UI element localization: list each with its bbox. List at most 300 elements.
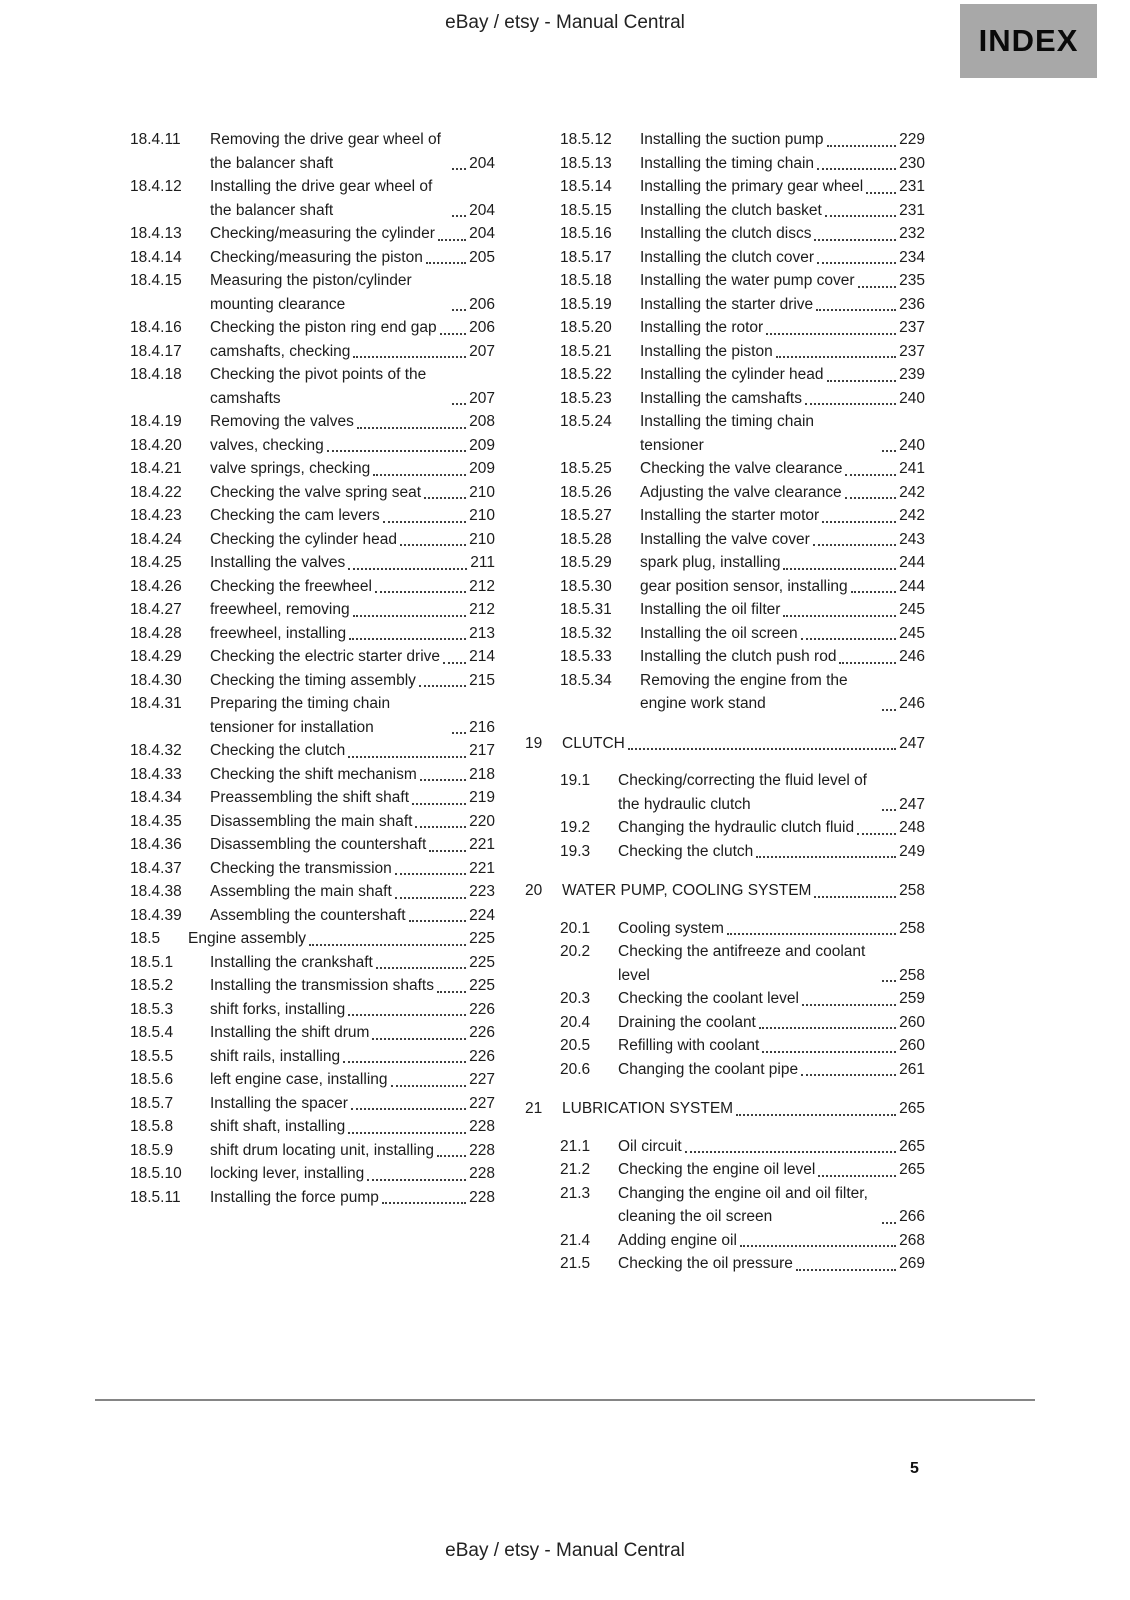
leader-dots: [822, 521, 896, 523]
toc-entry-page: 225: [469, 930, 495, 947]
toc-entry: [525, 175, 925, 199]
toc-entry-number: 18.4.38: [130, 883, 182, 900]
toc-entry: [95, 481, 495, 505]
toc-entry-number: 21.1: [560, 1137, 591, 1155]
toc-entry-title: Installing the suction pump: [640, 131, 824, 148]
toc-entry: [95, 598, 495, 622]
toc-entry-page: 235: [899, 272, 925, 289]
leader-dots: [452, 168, 466, 170]
toc-entry-number: 18.4.28: [130, 624, 182, 642]
leader-dots: [327, 450, 466, 452]
toc-entry-title: Measuring the piston/cylinder mounting clearance: [210, 272, 412, 313]
toc-entry-number: 18.4.31: [130, 695, 182, 712]
toc-entry-title: Removing the valves: [210, 413, 354, 430]
leader-dots: [400, 544, 466, 546]
toc-entry-title: Removing the engine from the engine work stand: [640, 671, 848, 712]
leader-dots: [816, 309, 896, 311]
leader-dots: [882, 1222, 896, 1224]
toc-entry: [525, 528, 925, 552]
leader-dots: [740, 1245, 896, 1247]
toc-entry-page: 214: [469, 648, 495, 665]
toc-entry-number: 18.5.15: [560, 201, 612, 219]
toc-entry-page: 228: [469, 1141, 495, 1159]
toc-entry-number: 20.1: [560, 919, 591, 937]
leader-dots: [452, 732, 466, 734]
toc-entry-number: 18.5.19: [560, 295, 612, 313]
toc-entry-title: Adding engine oil: [618, 1231, 737, 1249]
toc-entry-title: Refilling with coolant: [618, 1037, 760, 1054]
toc-entry-page: 259: [899, 990, 925, 1007]
toc-entry-page: 209: [469, 436, 495, 454]
toc-entry-page: 227: [469, 1094, 495, 1112]
toc-entry-number: 20.4: [560, 1013, 591, 1031]
toc-entry-page: 247: [899, 734, 925, 752]
toc-entry-number: 18.5.23: [560, 389, 612, 407]
toc-entry: [525, 622, 925, 646]
leader-dots: [814, 896, 896, 898]
toc-entry: [95, 692, 495, 739]
toc-entry-title: freewheel, removing: [210, 601, 350, 618]
leader-dots: [452, 215, 466, 217]
toc-entry-page: 239: [899, 366, 925, 383]
leader-dots: [424, 497, 466, 499]
toc-entry: [525, 917, 925, 941]
toc-entry-number: 18.5.17: [560, 248, 612, 266]
leader-dots: [452, 309, 466, 311]
toc-entry: [95, 998, 495, 1022]
toc-entry-number: 18.4.34: [130, 789, 182, 806]
toc-entry: [525, 840, 925, 864]
toc-entry: [525, 293, 925, 317]
toc-entry: [525, 645, 925, 669]
toc-entry-title: freewheel, installing: [210, 624, 347, 642]
toc-entry-title: Installing the starter drive: [640, 295, 814, 313]
document-title: eBay / etsy - Manual Central: [445, 12, 685, 33]
toc-entry: [95, 222, 495, 246]
toc-entry-page: 266: [899, 1208, 925, 1225]
toc-entry-title: Installing the camshafts: [640, 389, 802, 407]
toc-entry-title: Installing the cylinder head: [640, 366, 824, 383]
toc-entry-number: 18.4.12: [130, 178, 182, 195]
toc-entry: [95, 434, 495, 458]
toc-entry-page: 209: [469, 460, 495, 477]
leader-dots: [395, 873, 466, 875]
toc-entry-title: shift shaft, installing: [210, 1118, 346, 1135]
toc-entry-number: 20.6: [560, 1060, 591, 1078]
toc-entry-page: 260: [899, 1013, 925, 1031]
toc-entry-title: Installing the clutch discs: [640, 225, 812, 242]
leader-dots: [727, 933, 896, 935]
toc-entry-number: 18.4.33: [130, 765, 182, 783]
toc-entry: [525, 269, 925, 293]
toc-entry-number: 21.5: [560, 1255, 591, 1272]
leader-dots: [353, 615, 467, 617]
toc-entry: [525, 732, 925, 756]
toc-entry: [95, 316, 495, 340]
toc-entry-number: 18.5.34: [560, 671, 612, 689]
toc-entry-title: Installing the drive gear wheel of the balancer shaft: [210, 178, 433, 219]
toc-entry-number: 18.5.5: [130, 1047, 174, 1065]
leader-dots: [375, 591, 466, 593]
toc-entry-page: 220: [469, 812, 495, 830]
toc-entry-title: Checking the cylinder head: [210, 530, 397, 548]
toc-entry-page: 247: [899, 795, 925, 813]
toc-entry-page: 268: [899, 1231, 925, 1249]
toc-entry: [95, 904, 495, 928]
toc-entry-page: 218: [469, 765, 495, 783]
toc-entry: [95, 363, 495, 410]
leader-dots: [802, 1004, 896, 1006]
toc-entry-title: Installing the starter motor: [640, 507, 820, 524]
toc-entry-page: 219: [469, 789, 495, 806]
toc-entry-number: 18.4.35: [130, 812, 182, 830]
leader-dots: [420, 779, 466, 781]
toc-entry-title: CLUTCH: [562, 734, 625, 752]
toc-entry: [95, 974, 495, 998]
leader-dots: [383, 521, 466, 523]
toc-entry: [525, 246, 925, 270]
toc-entry-number: 18.5.31: [560, 601, 612, 618]
leader-dots: [426, 262, 466, 264]
toc-entry-title: left engine case, installing: [210, 1071, 388, 1088]
toc-entry-number: 18.5.8: [130, 1118, 174, 1135]
toc-entry-number: 18.4.26: [130, 577, 182, 595]
toc-entry-title: valves, checking: [210, 436, 324, 454]
toc-entry-title: Checking the oil pressure: [618, 1255, 793, 1272]
toc-entry-number: 18.5.24: [560, 413, 612, 430]
toc-entry-title: Installing the valves: [210, 554, 346, 571]
toc-entry-number: 21.3: [560, 1184, 591, 1202]
toc-entry-number: 18.5.13: [560, 154, 612, 172]
toc-entry-title: shift drum locating unit, installing: [210, 1141, 435, 1159]
footer-divider: [95, 1399, 1035, 1401]
leader-dots: [801, 638, 896, 640]
leader-dots: [882, 809, 896, 811]
toc-entry: [95, 528, 495, 552]
leader-dots: [357, 427, 466, 429]
toc-entry-page: 237: [899, 342, 925, 360]
toc-entry-page: 269: [899, 1255, 925, 1272]
toc-entry-number: 19.2: [560, 819, 591, 836]
toc-entry-title: Disassembling the countershaft: [210, 836, 427, 853]
toc-entry: [95, 1115, 495, 1139]
leader-dots: [818, 1175, 896, 1177]
toc-entry-page: 236: [899, 295, 925, 313]
toc-entry: [95, 927, 495, 951]
toc-entry-title: Checking the clutch: [618, 842, 754, 860]
toc-entry-title: Assembling the countershaft: [210, 906, 406, 924]
toc-entry-title: Changing the hydraulic clutch fluid: [618, 819, 855, 836]
toc-entry: [95, 269, 495, 316]
toc-entry: [525, 1034, 925, 1058]
toc-entry-page: 249: [899, 842, 925, 860]
toc-entry-page: 204: [469, 201, 495, 219]
toc-entry: [95, 1092, 495, 1116]
toc-entry-number: 20.3: [560, 990, 591, 1007]
toc-entry-page: 232: [899, 225, 925, 242]
toc-entry-number: 18.5.28: [560, 530, 612, 548]
toc-entry-title: Preparing the timing chain tensioner for installation: [210, 695, 391, 736]
toc-entry: [525, 598, 925, 622]
toc-entry-number: 18.5.21: [560, 342, 612, 360]
toc-entry-number: 18.5.9: [130, 1141, 174, 1159]
toc-entry-page: 207: [469, 389, 495, 407]
toc-entry: [95, 763, 495, 787]
toc-entry-number: 18.5.18: [560, 272, 612, 289]
toc-entry-page: 244: [899, 554, 925, 571]
toc-entry-number: 18.4.32: [130, 742, 182, 759]
leader-dots: [415, 826, 466, 828]
toc-entry-number: 18.5: [130, 930, 161, 947]
toc-entry-number: 18.4.27: [130, 601, 182, 618]
toc-entry-number: 18.4.23: [130, 507, 182, 524]
leader-dots: [343, 1061, 466, 1063]
toc-entry-number: 19: [525, 734, 543, 752]
toc-entry-title: Installing the clutch basket: [640, 201, 822, 219]
leader-dots: [437, 991, 466, 993]
toc-entry-title: Installing the oil filter: [640, 601, 781, 618]
toc-entry: [525, 987, 925, 1011]
toc-entry: [95, 575, 495, 599]
toc-entry: [525, 410, 925, 457]
toc-entry-number: 18.5.6: [130, 1071, 174, 1088]
toc-entry-number: 18.4.36: [130, 836, 182, 853]
toc-entry-page: 206: [469, 295, 495, 313]
toc-entry: [525, 551, 925, 575]
toc-entry-page: 206: [469, 319, 495, 336]
toc-entry: [95, 340, 495, 364]
toc-entry: [525, 1011, 925, 1035]
leader-dots: [412, 803, 466, 805]
toc-entry: [95, 246, 495, 270]
toc-entry-title: Checking/measuring the piston: [210, 248, 423, 266]
toc-entry: [95, 1162, 495, 1186]
toc-entry: [95, 410, 495, 434]
leader-dots: [409, 920, 467, 922]
leader-dots: [882, 980, 896, 982]
toc-entry-title: Installing the primary gear wheel: [640, 178, 864, 195]
toc-entry-page: 231: [899, 201, 925, 219]
leader-dots: [827, 380, 897, 382]
toc-entry-number: 18.5.10: [130, 1165, 182, 1182]
toc-entry-page: 246: [899, 695, 925, 712]
leader-dots: [351, 1108, 466, 1110]
leader-dots: [845, 497, 897, 499]
leader-dots: [376, 967, 466, 969]
leader-dots: [382, 1202, 466, 1204]
toc-entry-title: Checking the transmission: [210, 859, 392, 877]
leader-dots: [858, 286, 897, 288]
leader-dots: [814, 239, 896, 241]
toc-entry-page: 231: [899, 178, 925, 195]
leader-dots: [845, 474, 896, 476]
toc-entry: [525, 363, 925, 387]
toc-entry: [525, 1252, 925, 1276]
leader-dots: [827, 145, 897, 147]
leader-dots: [685, 1151, 896, 1153]
toc-entry-number: 19.1: [560, 772, 591, 789]
toc-entry-title: Assembling the main shaft: [210, 883, 392, 900]
toc-entry: [525, 316, 925, 340]
toc-entry-page: 204: [469, 154, 495, 172]
toc-entry: [525, 222, 925, 246]
toc-entry-number: 21.2: [560, 1161, 591, 1178]
toc-entry-title: Installing the oil screen: [640, 624, 798, 642]
leader-dots: [851, 591, 896, 593]
toc-entry-number: 18.4.21: [130, 460, 182, 477]
toc-entry-title: Installing the clutch push rod: [640, 648, 837, 665]
toc-entry-page: 242: [899, 483, 925, 501]
toc-entry-number: 18.4.15: [130, 272, 182, 289]
leader-dots: [817, 262, 896, 264]
toc-entry-number: 18.4.24: [130, 530, 182, 548]
toc-entry: [95, 739, 495, 763]
toc-entry: [95, 1021, 495, 1045]
toc-entry-page: 248: [899, 819, 925, 836]
toc-entry-number: 18.5.27: [560, 507, 612, 524]
toc-entry-number: 18.4.18: [130, 366, 182, 383]
toc-entry: [95, 857, 495, 881]
toc-entry-number: 18.4.30: [130, 671, 182, 689]
toc-entry-page: 217: [469, 742, 495, 759]
footer-title: eBay / etsy - Manual Central: [445, 1540, 685, 1561]
toc-entry-title: Checking the cam levers: [210, 507, 380, 524]
toc-entry-page: 205: [469, 248, 495, 266]
toc-entry-number: 18.5.1: [130, 953, 174, 971]
toc-entry-number: 18.5.14: [560, 178, 612, 195]
leader-dots: [813, 544, 896, 546]
toc-entry-page: 240: [899, 436, 925, 454]
toc-entry: [95, 951, 495, 975]
toc-entry-page: 265: [899, 1161, 925, 1178]
toc-entry: [525, 481, 925, 505]
toc-entry-page: 230: [899, 154, 925, 172]
toc-entry: [525, 340, 925, 364]
toc-entry: [95, 786, 495, 810]
leader-dots: [348, 568, 467, 570]
toc-entry: [95, 1186, 495, 1210]
toc-entry-number: 18.5.3: [130, 1000, 174, 1018]
leader-dots: [805, 403, 896, 405]
toc-entry-page: 258: [899, 919, 925, 937]
toc-entry-title: Adjusting the valve clearance: [640, 483, 842, 501]
toc-entry: [95, 457, 495, 481]
leader-dots: [736, 1114, 896, 1116]
toc-entry: [95, 645, 495, 669]
toc-entry-title: Disassembling the main shaft: [210, 812, 413, 830]
toc-entry: [525, 504, 925, 528]
toc-entry-title: Engine assembly: [188, 930, 307, 947]
toc-entry-page: 210: [469, 530, 495, 548]
toc-entry-page: 260: [899, 1037, 925, 1054]
toc-entry: [525, 1182, 925, 1229]
toc-entry: [95, 1068, 495, 1092]
toc-entry-page: 221: [469, 859, 495, 877]
leader-dots: [373, 474, 466, 476]
page-number: 5: [910, 1460, 919, 1477]
leader-dots: [825, 215, 896, 217]
toc-entry-page: 258: [899, 882, 925, 899]
toc-entry-title: Installing the piston: [640, 342, 773, 360]
toc-entry: [95, 551, 495, 575]
toc-entry-title: Installing the valve cover: [640, 530, 810, 548]
toc-entry-page: 216: [469, 718, 495, 736]
toc-entry-page: 228: [469, 1118, 495, 1135]
toc-entry: [525, 199, 925, 223]
toc-entry-title: WATER PUMP, COOLING SYSTEM: [562, 882, 812, 899]
toc-entry-page: 258: [899, 966, 925, 984]
leader-dots: [395, 897, 466, 899]
toc-entry-title: Changing the coolant pipe: [618, 1060, 799, 1078]
toc-entry-number: 18.5.32: [560, 624, 612, 642]
toc-entry-number: 20: [525, 882, 543, 899]
toc-entry-number: 18.4.29: [130, 648, 182, 665]
leader-dots: [372, 1038, 466, 1040]
toc-entry-title: Preassembling the shift shaft: [210, 789, 410, 806]
toc-entry-page: 215: [469, 671, 495, 689]
toc-entry-number: 18.5.11: [130, 1188, 181, 1206]
toc-entry-title: Checking the shift mechanism: [210, 765, 417, 783]
toc-entry-page: 243: [899, 530, 925, 548]
toc-entry-title: Checking the freewheel: [210, 577, 372, 595]
toc-entry-page: 244: [899, 577, 925, 595]
toc-entry-title: Checking the valve spring seat: [210, 483, 422, 501]
toc-entry-number: 18.4.20: [130, 436, 182, 454]
toc-entry-title: valve springs, checking: [210, 460, 371, 477]
toc-entry-number: 21.4: [560, 1231, 591, 1249]
toc-entry: [95, 833, 495, 857]
toc-entry-page: 228: [469, 1165, 495, 1182]
toc-entry-title: Installing the transmission shafts: [210, 977, 434, 994]
toc-entry-page: 246: [899, 648, 925, 665]
toc-entry-page: 221: [469, 836, 495, 853]
toc-entry-number: 18.4.19: [130, 413, 182, 430]
leader-dots: [429, 850, 466, 852]
toc-entry-title: Installing the shift drum: [210, 1024, 370, 1041]
toc-entry-number: 18.4.11: [130, 131, 181, 148]
leader-dots: [801, 1074, 896, 1076]
toc-entry-page: 265: [899, 1100, 925, 1117]
toc-entry-number: 20.2: [560, 943, 591, 960]
toc-entry-page: 229: [899, 131, 925, 148]
leader-dots: [839, 662, 896, 664]
toc-entry-title: shift rails, installing: [210, 1047, 341, 1065]
leader-dots: [776, 356, 896, 358]
toc-entry-number: 18.4.13: [130, 225, 182, 242]
toc-entry-number: 18.5.25: [560, 460, 612, 477]
leader-dots: [348, 756, 466, 758]
toc-entry-number: 18.5.20: [560, 319, 612, 336]
toc-entry: [525, 940, 925, 987]
toc-entry-title: Checking the engine oil level: [618, 1161, 816, 1178]
toc-entry: [95, 128, 495, 175]
toc-entry-page: 223: [469, 883, 495, 900]
leader-dots: [443, 662, 466, 664]
toc-entry-number: 20.5: [560, 1037, 591, 1054]
toc-entry-title: LUBRICATION SYSTEM: [562, 1100, 734, 1117]
toc-entry-title: Checking the electric starter drive: [210, 648, 441, 665]
toc-entry-page: 265: [899, 1137, 925, 1155]
toc-entry-page: 225: [469, 977, 495, 994]
toc-columns: [95, 128, 925, 1276]
toc-entry: [525, 769, 925, 816]
leader-dots: [866, 192, 896, 194]
toc-entry-title: Installing the clutch cover: [640, 248, 815, 266]
toc-entry-page: 210: [469, 483, 495, 501]
leader-dots: [309, 944, 466, 946]
leader-dots: [348, 1132, 466, 1134]
toc-entry-number: 21: [525, 1100, 543, 1117]
